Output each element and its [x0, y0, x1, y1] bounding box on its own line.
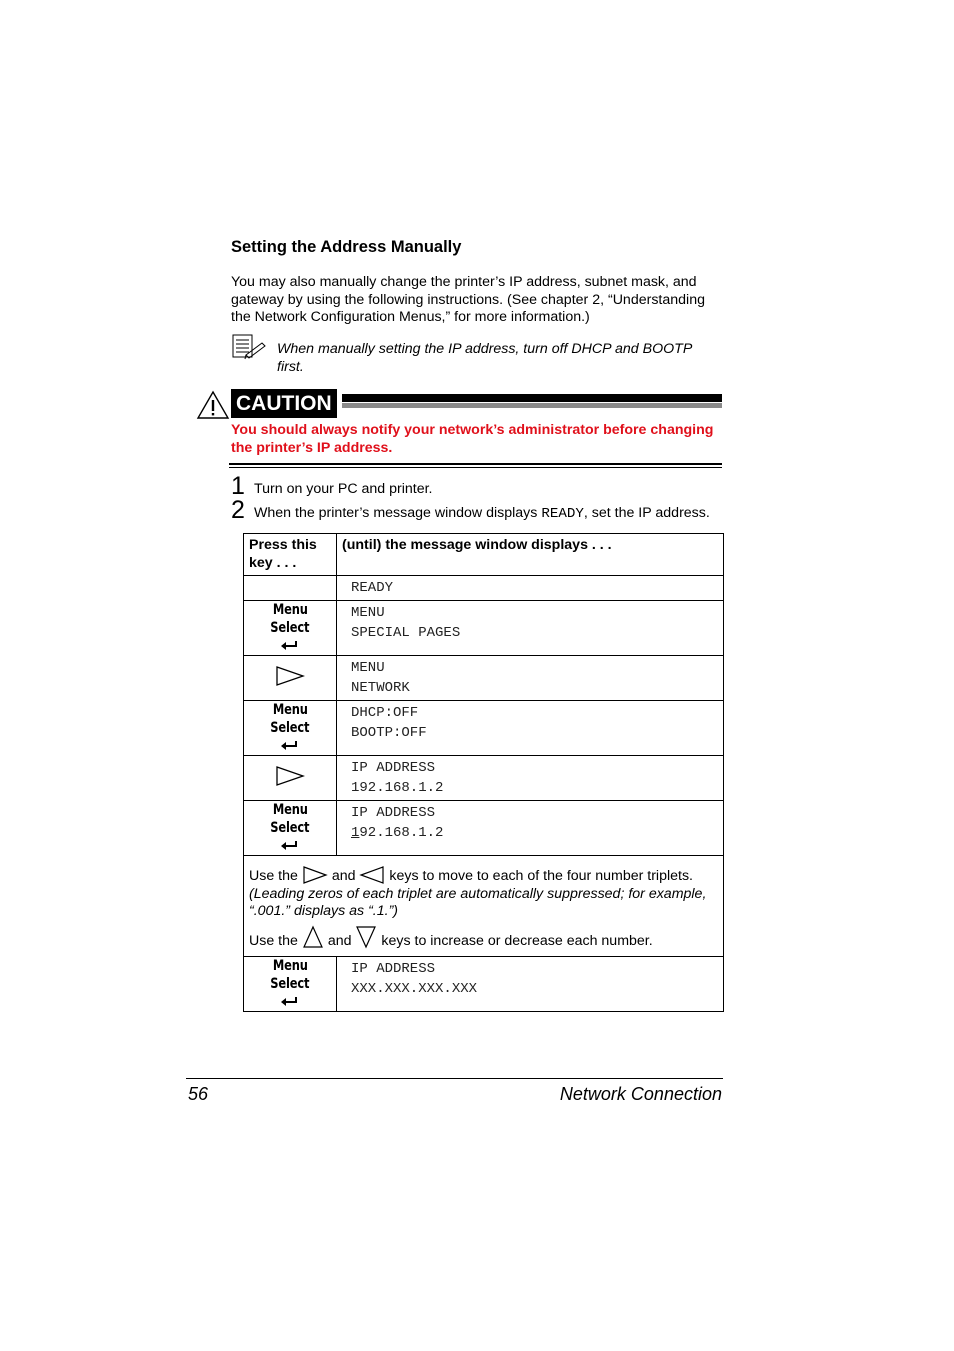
- ip-with-cursor: 192.168.1.2: [351, 824, 444, 841]
- menu-select-key-icon: Menu Select: [244, 801, 336, 855]
- display-cell: MENU NETWORK: [337, 656, 724, 701]
- table-row: [244, 576, 724, 601]
- step-text: When the printer’s message window displays READY, set the IP address.: [254, 505, 710, 522]
- right-arrow-key-icon: [275, 765, 305, 787]
- cursor-digit: 1: [351, 824, 360, 841]
- page-number: 56: [188, 1084, 209, 1104]
- menu-select-key-icon: Menu Select: [244, 601, 336, 655]
- right-arrow-key-icon: [275, 665, 305, 687]
- display-cell: IP ADDRESS 192.168.1.2: [337, 801, 724, 856]
- menu-select-key-icon: Menu Select: [244, 957, 336, 1011]
- caution-bar: [342, 394, 722, 402]
- instruction-cell: Use the and keys to move to each of the four number triplets. (Leading zeros of each triplet are automatically suppressed; for example, “.001.” displays as “.1.”) Use the and keys to increase or decrease each number.: [244, 856, 724, 957]
- key-cell: [244, 656, 337, 701]
- enter-arrow-icon: [280, 740, 300, 750]
- display-cell: IP ADDRESS 192.168.1.2: [337, 756, 724, 801]
- key-cell: [244, 756, 337, 801]
- key-cell: [244, 801, 337, 856]
- footer-rule: [186, 1078, 723, 1079]
- note-pencil-icon: [232, 334, 268, 360]
- display-cell: MENU SPECIAL PAGES: [337, 601, 724, 656]
- caution-rule-thin: [229, 467, 722, 468]
- caution-text: You should always notify your network’s administrator before changing the printer’s IP address.: [231, 422, 714, 456]
- table-header-key: Press this key . . .: [244, 534, 337, 576]
- table-row: [244, 801, 724, 856]
- key-cell: [244, 957, 337, 1012]
- right-arrow-key-icon: [302, 866, 328, 884]
- key-cell-empty: [244, 576, 337, 601]
- step-number: 2: [231, 496, 245, 524]
- caution-bar-shadow: [342, 403, 722, 408]
- section-title: Network Connection: [559, 1084, 722, 1104]
- enter-arrow-icon: [280, 840, 300, 850]
- table-row: [244, 656, 724, 701]
- instruction-row: [244, 856, 724, 957]
- key-cell: [244, 701, 337, 756]
- section-heading: Setting the Address Manually: [231, 238, 462, 256]
- display-cell: READY: [337, 576, 724, 601]
- display-cell: IP ADDRESS XXX.XXX.XXX.XXX: [337, 957, 724, 1012]
- key-sequence-table: [243, 533, 724, 1012]
- table-row: [244, 701, 724, 756]
- caution-label: CAUTION: [231, 389, 337, 418]
- enter-arrow-icon: [280, 996, 300, 1006]
- table-row: [244, 756, 724, 801]
- table-header-display: (until) the message window displays . . .: [337, 534, 724, 576]
- intro-paragraph: You may also manually change the printer’s IP address, subnet mask, and gateway by using the following instructions. (See chapter 2, “Understanding the Network Configuration Menus,” for more information.): [231, 274, 705, 326]
- menu-select-key-icon: Menu Select: [244, 701, 336, 755]
- display-code: READY: [541, 506, 584, 522]
- caution-rule: [229, 463, 722, 465]
- note-text: When manually setting the IP address, turn off DHCP and BOOTP first.: [277, 341, 692, 375]
- enter-arrow-icon: [280, 640, 300, 650]
- table-row: [244, 601, 724, 656]
- up-arrow-key-icon: [302, 925, 324, 949]
- display-cell: DHCP:OFF BOOTP:OFF: [337, 701, 724, 756]
- step-number: 1: [231, 472, 245, 500]
- left-arrow-key-icon: [359, 866, 385, 884]
- step-text: Turn on your PC and printer.: [254, 481, 433, 497]
- down-arrow-key-icon: [355, 925, 377, 949]
- key-cell: [244, 601, 337, 656]
- warning-triangle-icon: [196, 390, 230, 420]
- table-row: [244, 957, 724, 1012]
